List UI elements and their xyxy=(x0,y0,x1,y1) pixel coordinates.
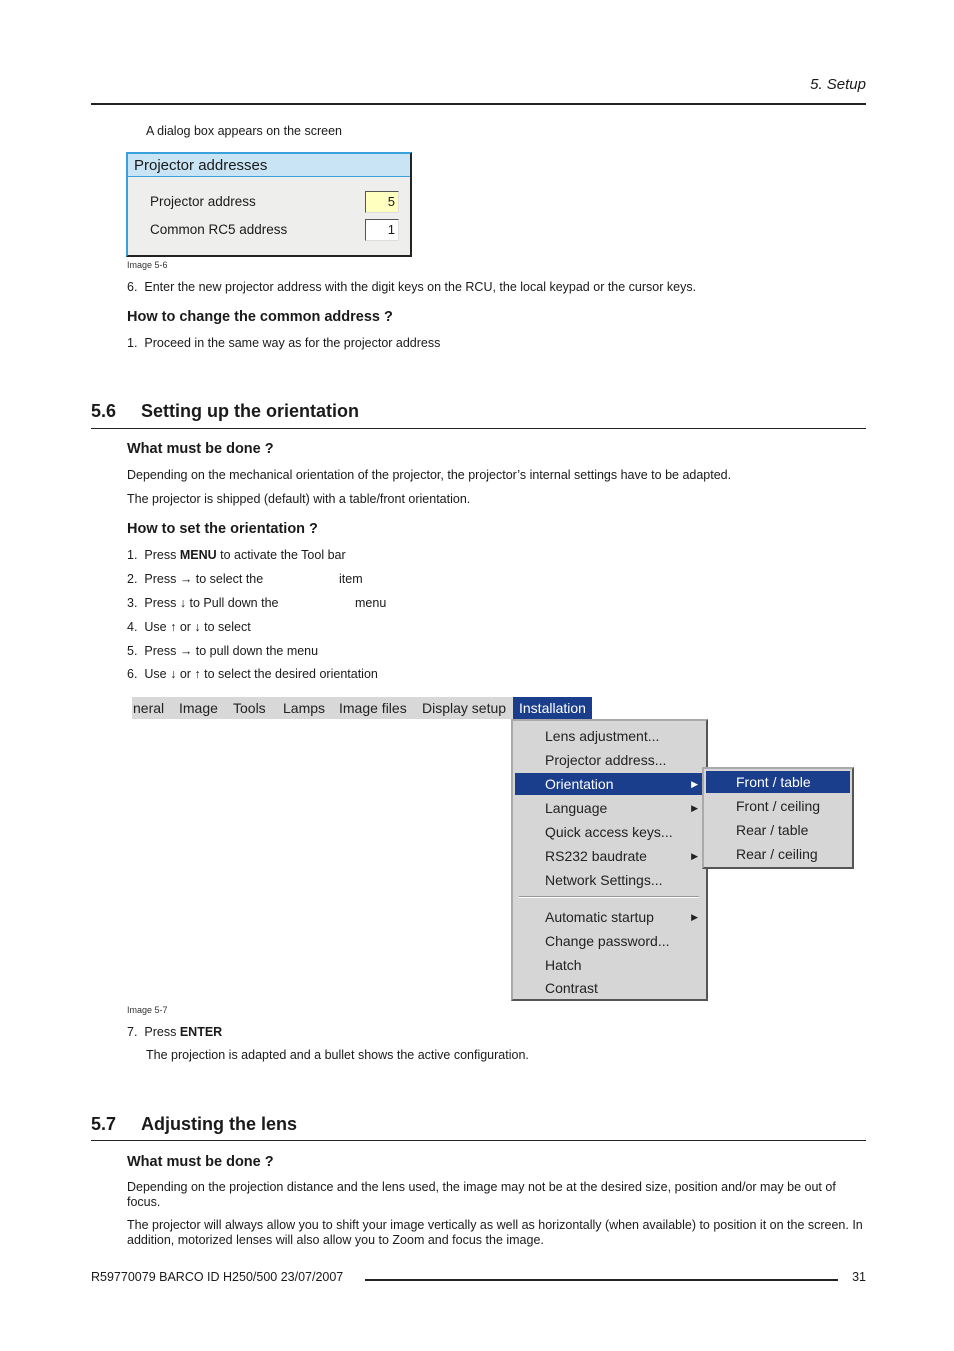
dialog-title: Projector addresses xyxy=(128,154,410,177)
step-key: ENTER xyxy=(179,1025,223,1039)
step-text: Use ↑ or ↓ to select xyxy=(144,620,251,634)
menubar-item-image-files[interactable]: Image files xyxy=(339,700,407,716)
menu-item-network-settings[interactable]: Network Settings... xyxy=(545,872,663,888)
section-5-7-heading xyxy=(91,1116,297,1132)
heading-what-must-be-done: What must be done ? xyxy=(127,441,274,457)
section-number: 5.7 xyxy=(91,1114,117,1134)
menu-separator xyxy=(519,896,699,898)
menu-item-orientation[interactable] xyxy=(515,773,704,795)
menubar-item-general[interactable]: neral xyxy=(133,700,165,716)
heading-what-must-be-done: What must be done ? xyxy=(127,1154,274,1170)
installation-dropdown xyxy=(511,719,708,1001)
step-text: menu xyxy=(355,596,387,610)
menu-item-automatic-startup[interactable] xyxy=(515,906,704,928)
projector-address-field[interactable]: 5 xyxy=(365,191,399,213)
section-rule xyxy=(91,428,866,429)
menu-item-label: RS232 baudrate xyxy=(545,848,647,864)
step-text: Proceed in the same way as for the projector address xyxy=(144,336,441,350)
step-text: Use ↓ or ↑ to select the desired orientation xyxy=(144,667,378,681)
orientation-step-6 xyxy=(127,666,378,682)
step-text: Press ↓ to Pull down the xyxy=(144,596,279,610)
page-number: 31 xyxy=(852,1270,866,1284)
step-text: Enter the new projector address with the digit keys on the RCU, the local keypad or the cursor keys. xyxy=(144,280,697,294)
submenu-item-rear-table[interactable]: Rear / table xyxy=(736,822,809,838)
menu-item-change-password[interactable]: Change password... xyxy=(545,933,670,949)
header-rule xyxy=(91,103,866,105)
step-number: 7. xyxy=(127,1025,138,1039)
menu-item-label: Automatic startup xyxy=(545,909,654,925)
menubar-item-display-setup[interactable]: Display setup xyxy=(422,700,507,716)
step-number: 3. xyxy=(127,596,138,610)
orientation-step-4 xyxy=(127,619,251,635)
menu-item-label: Orientation xyxy=(545,776,614,792)
step-text: Press xyxy=(144,1025,180,1039)
paragraph: Depending on the projection distance and the lens used, the image may not be at the desired size, position and/or may be out of focus. xyxy=(127,1180,836,1209)
menu-item-rs232-baudrate[interactable] xyxy=(515,845,704,867)
common-rc5-address-field[interactable]: 1 xyxy=(365,219,399,241)
step-number: 4. xyxy=(127,620,138,634)
chapter-header: 5. Setup xyxy=(810,76,866,93)
orientation-step-1 xyxy=(127,547,346,563)
step-text: Press xyxy=(144,548,180,562)
dialog-label-common-rc5-address: Common RC5 address xyxy=(150,222,288,237)
heading-common-address: How to change the common address ? xyxy=(127,309,393,325)
section-number: 5.6 xyxy=(91,401,117,421)
submenu-arrow-icon: ▶ xyxy=(691,912,698,922)
footer-doc-info: R59770079 BARCO ID H250/500 23/07/2007 xyxy=(91,1270,344,1284)
submenu-item-front-ceiling[interactable]: Front / ceiling xyxy=(736,798,821,814)
step-text: Press → to pull down the menu xyxy=(144,644,319,658)
paragraph: The projector will always allow you to shift your image vertically as well as horizontally (when available) to position it on the screen. In addition, motorized lenses will also allow you to Zoom and focus the image. xyxy=(127,1218,863,1247)
menu-item-label: Language xyxy=(545,800,608,816)
menu-item-contrast[interactable]: Contrast xyxy=(545,980,598,996)
step-7-note: The projection is adapted and a bullet shows the active configuration. xyxy=(146,1048,529,1062)
submenu-arrow-icon: ▶ xyxy=(691,803,698,813)
step-text: item xyxy=(339,572,363,586)
step-number: 2. xyxy=(127,572,138,586)
image-caption-5-6: Image 5-6 xyxy=(127,260,168,270)
footer-rule xyxy=(365,1279,838,1281)
step-number: 5. xyxy=(127,644,138,658)
dialog-label-projector-address: Projector address xyxy=(150,194,256,209)
projector-addresses-dialog xyxy=(126,152,412,257)
orientation-step-3 xyxy=(127,595,279,611)
heading-how-to-set-orientation: How to set the orientation ? xyxy=(127,521,318,537)
menubar-item-installation[interactable]: Installation xyxy=(513,697,592,719)
menu-item-quick-access-keys[interactable]: Quick access keys... xyxy=(545,824,673,840)
menu-item-lens-adjustment[interactable]: Lens adjustment... xyxy=(545,728,660,744)
orientation-step-5 xyxy=(127,643,318,659)
submenu-arrow-icon: ▶ xyxy=(691,851,698,861)
menu-item-language[interactable] xyxy=(515,797,704,819)
step-number: 6. xyxy=(127,280,138,294)
section-5-6-heading xyxy=(91,403,359,419)
menubar-item-image[interactable]: Image xyxy=(179,700,218,716)
submenu-arrow-icon: ▶ xyxy=(691,779,698,789)
menu-item-projector-address[interactable]: Projector address... xyxy=(545,752,667,768)
step-text: to activate the Tool bar xyxy=(216,548,346,562)
paragraph: The projector is shipped (default) with a table/front orientation. xyxy=(127,492,471,506)
section-rule xyxy=(91,1140,866,1141)
section-title: Adjusting the lens xyxy=(141,1114,298,1134)
submenu-item-rear-ceiling[interactable]: Rear / ceiling xyxy=(736,846,818,862)
step-6-projector xyxy=(127,279,696,295)
step-number: 6. xyxy=(127,667,138,681)
orientation-submenu xyxy=(702,767,854,869)
paragraph: Depending on the mechanical orientation of the projector, the projector’s internal settings have to be adapted. xyxy=(127,468,732,482)
section-title: Setting up the orientation xyxy=(141,401,359,421)
menu-item-hatch[interactable]: Hatch xyxy=(545,957,582,973)
submenu-item-front-table[interactable]: Front / table xyxy=(706,771,850,793)
menu-bar xyxy=(132,697,592,719)
step-number: 1. xyxy=(127,548,138,562)
common-step-1 xyxy=(127,335,440,351)
menubar-item-tools[interactable]: Tools xyxy=(233,700,266,716)
step-text: Press → to select the xyxy=(144,572,264,586)
orientation-step-2 xyxy=(127,571,263,587)
step-number: 1. xyxy=(127,336,138,350)
step-key: MENU xyxy=(179,548,217,562)
menubar-item-lamps[interactable]: Lamps xyxy=(283,700,326,716)
image-caption-5-7: Image 5-7 xyxy=(127,1005,168,1015)
intro-text: A dialog box appears on the screen xyxy=(146,124,342,138)
orientation-step-7 xyxy=(127,1024,222,1040)
